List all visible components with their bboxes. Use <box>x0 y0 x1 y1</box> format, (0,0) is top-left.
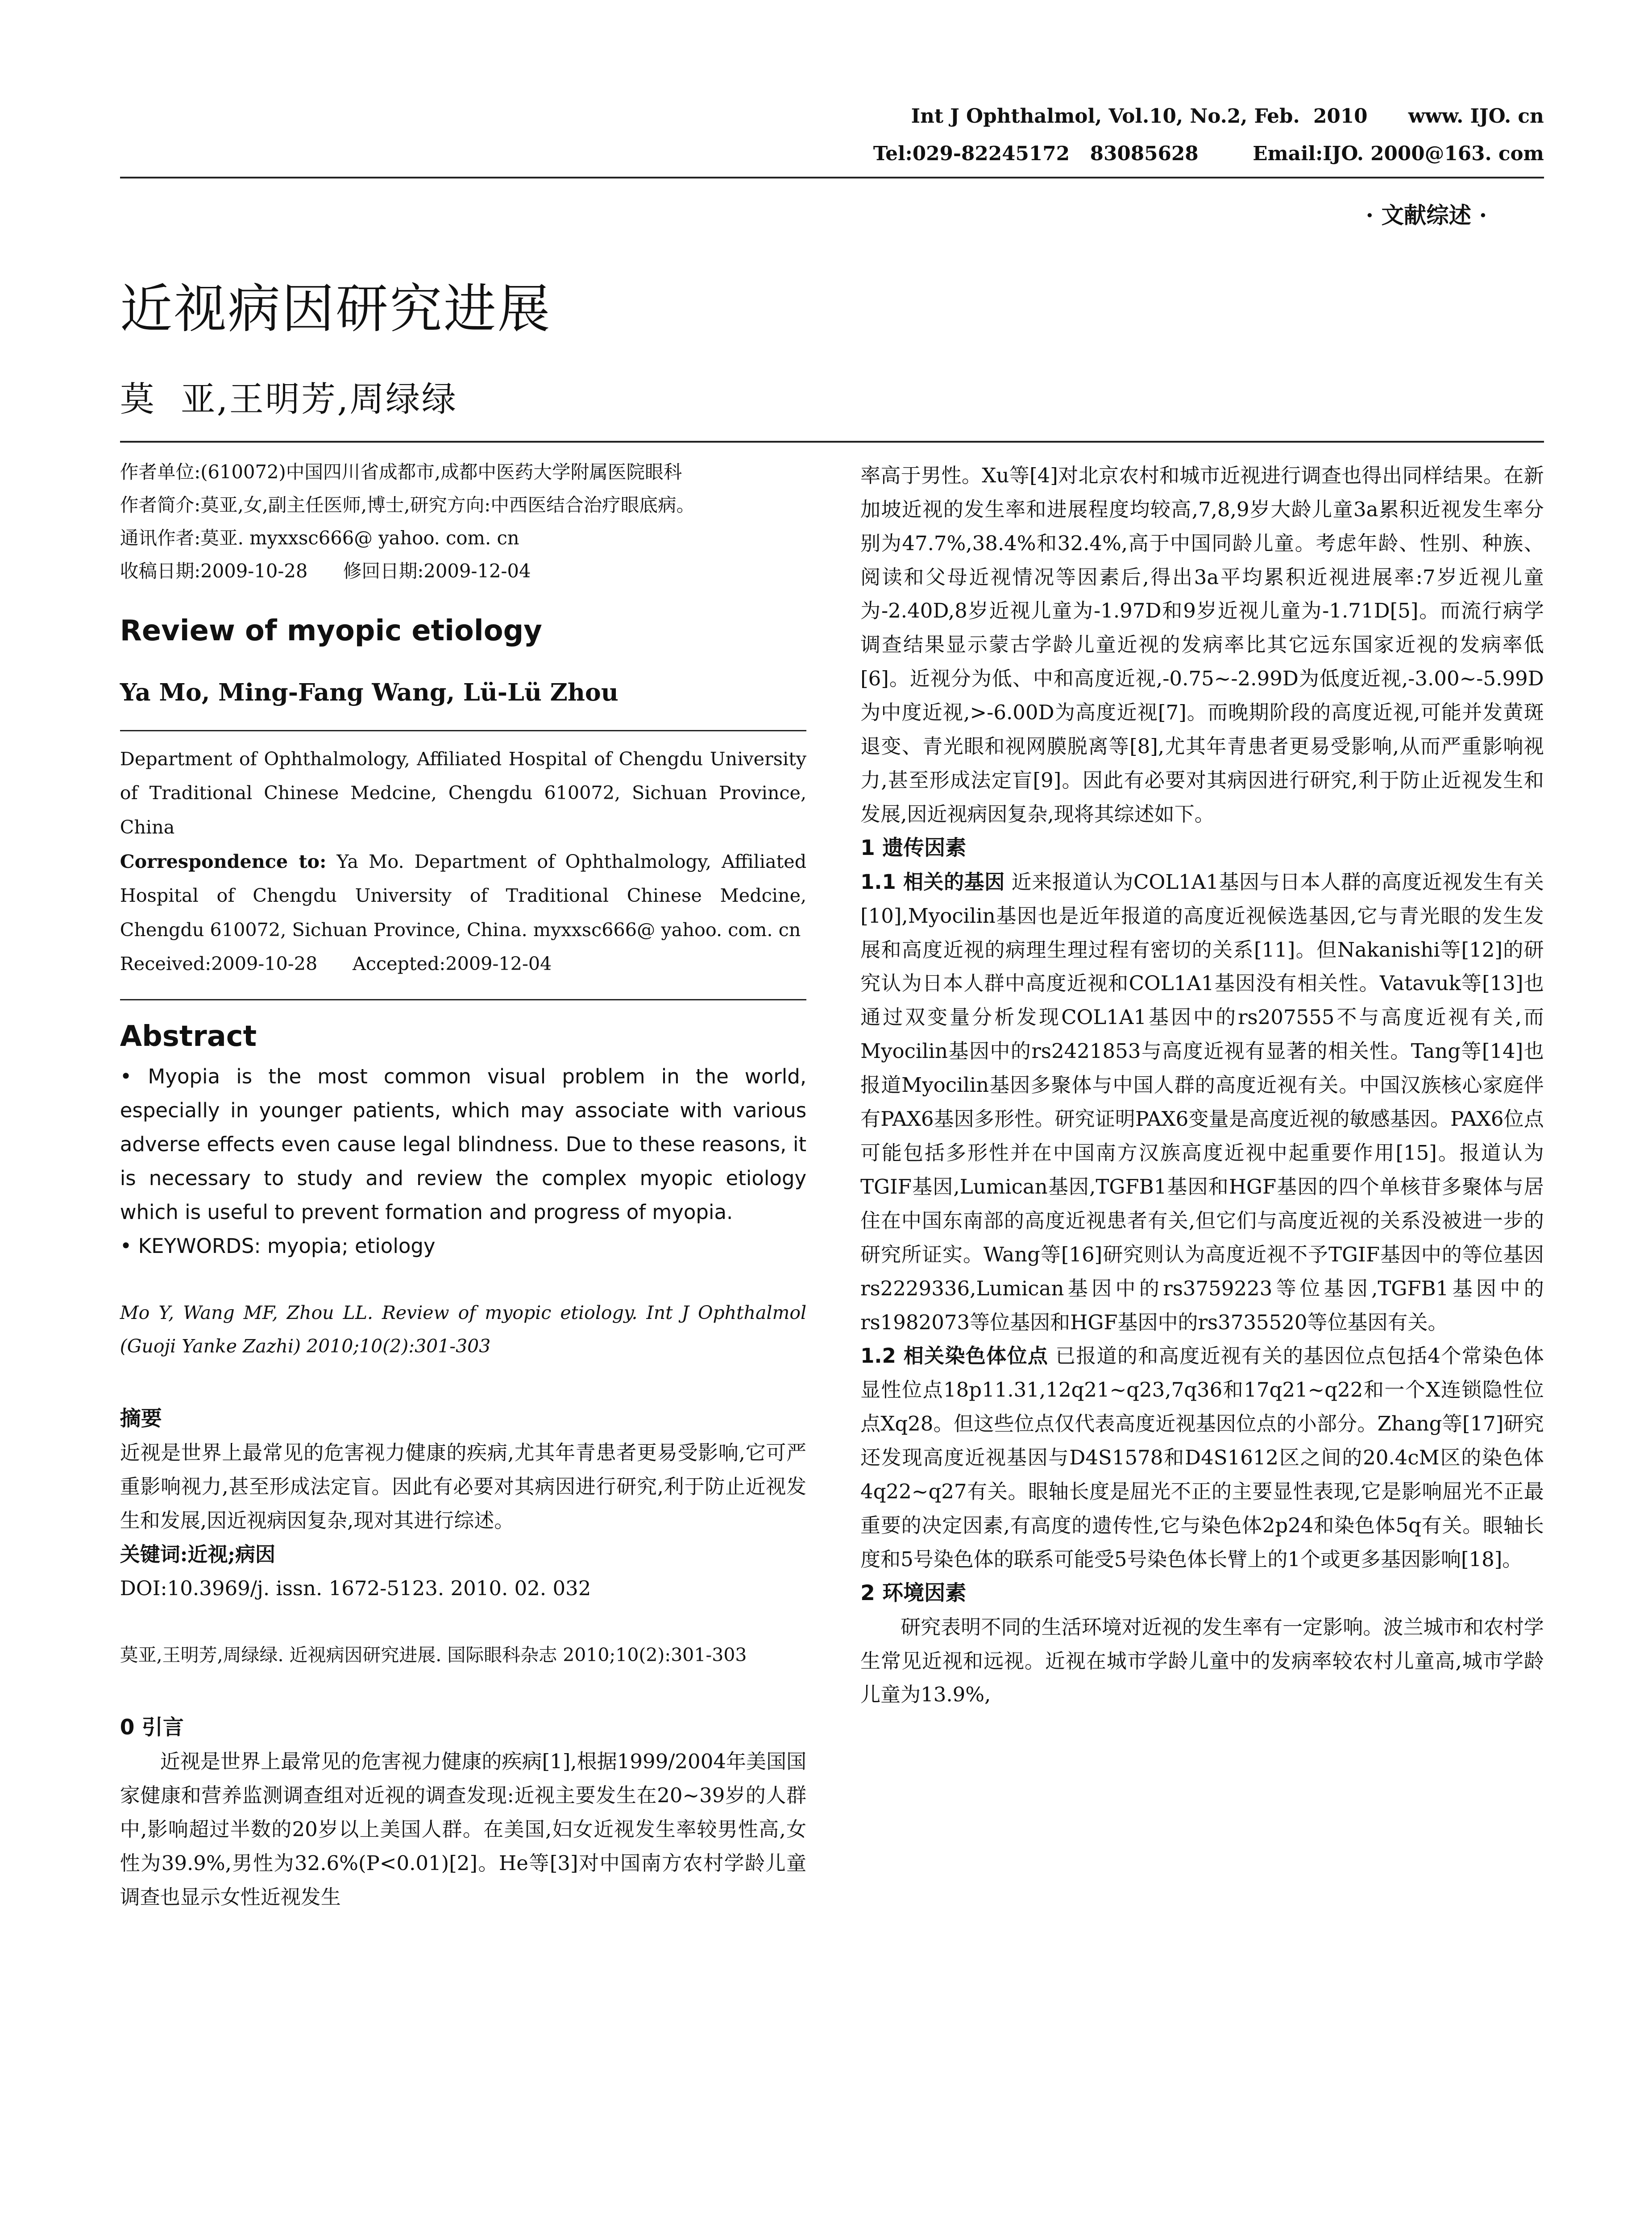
dates-line: 收稿日期:2009-10-28 修回日期:2009-12-04 <box>120 560 531 582</box>
received-line: Received:2009-10-28 Accepted:2009-12-04 <box>120 953 552 975</box>
citation-cn: 莫亚,王明芳,周绿绿. 近视病因研究进展. 国际眼科杂志 2010;10(2):301-303 <box>120 1644 747 1666</box>
abstract-cn: 近视是世界上最常见的危害视力健康的疾病,尤其年青患者更易受影响,它可严重影响视力,甚至形成法定盲。因此有必要对其病因进行研究,利于防止近视发生和发展,因近视病因复杂,现对其进行综述。 <box>120 1441 807 1533</box>
section-1-2-label: 1.2 相关染色体位点 <box>860 1344 1049 1368</box>
section-1-2-paragraph <box>860 1339 1544 1576</box>
affiliation-en <box>120 742 806 981</box>
affiliation-line: 作者单位:(610072)中国四川省成都市,成都中医药大学附属医院眼科 <box>120 461 682 483</box>
abstract-cn-heading: 摘要 <box>120 1406 162 1431</box>
keywords-en: • KEYWORDS: myopia; etiology <box>120 1234 436 1258</box>
section-0-paragraph: 近视是世界上最常见的危害视力健康的疾病[1],根据1999/2004年美国国家健康和营养监测调查组对近视的调查发现:近视主要发生在20~39岁的人群中,影响超过半数的20岁以上美国人群。在美国,妇女近视发生率较男性高,女性为39.9%,男性为32.6%(P<0.01)[2]。He等[3]对中国南方农村学龄儿童调查也显示女性近视发生 <box>120 1750 807 1909</box>
authors-en: Ya Mo, Ming-Fang Wang, Lü-Lü Zhou <box>120 678 618 706</box>
article-title-en: Review of myopic etiology <box>120 614 542 648</box>
correspondence-text: Ya Mo. Department of Ophthalmology, Affiliated Hospital of Chengdu University of Traditional Chinese Medcine, Chengdu 610072, Sichuan Province, China. myxxsc666@ yahoo. com. cn <box>120 850 807 941</box>
doi: DOI:10.3969/j. issn. 1672-5123. 2010. 02. 032 <box>120 1576 591 1600</box>
section-1-1-paragraph <box>860 865 1544 1339</box>
authors-cn: 莫 亚,王明芳,周绿绿 <box>120 379 458 420</box>
section-tag: · 文献综述 · <box>1366 202 1487 229</box>
author-info-cn <box>120 456 806 588</box>
article-title-cn: 近视病因研究进展 <box>120 278 552 340</box>
right-column <box>860 459 1544 1712</box>
abstract-en-text: • Myopia is the most common visual problem in the world, especially in younger patients, which may associate with various adverse effects even cause legal blindness. Due to these reasons, it is necessary to study and review the complex myopic etiology which is useful to prevent formation and progress of myopia. <box>120 1065 807 1224</box>
section-1-1-label: 1.1 相关的基因 <box>860 870 1005 894</box>
corresponding-author-line: 通讯作者:莫亚. myxxsc666@ yahoo. com. cn <box>120 527 519 549</box>
author-rule <box>120 730 806 733</box>
left-column <box>120 456 806 1914</box>
abstract-rule <box>120 999 806 1002</box>
abstract-heading: Abstract <box>120 1020 257 1053</box>
contact-header-line: Tel:029-82245172 83085628 Email:IJO. 2000@163. com <box>873 142 1544 166</box>
section-0-heading: 0 引言 <box>120 1715 184 1740</box>
abstract-en <box>120 1060 806 1263</box>
header-rule <box>120 177 1544 178</box>
correspondence-en <box>120 845 806 947</box>
section-1-2-text: 已报道的和高度近视有关的基因位点包括4个常染色体显性位点18p11.31,12q21~q23,7q36和17q21~q22和一个X连锁隐性位点Xq28。但这些位点仅代表高度近视基因位点的小部分。Zhang等[17]研究还发现高度近视基因与D4S1578和D4S1612区之间的20.4cM区的染色体4q22~q27有关。眼轴长度是屈光不正的主要显性表现,它是影响屈光不正最重要的决定因素,有高度的遗传性,它与染色体2p24和染色体5q有关。眼轴长度和5号染色体的联系可能受5号染色体长臂上的1个或更多基因影响[18]。 <box>860 1344 1544 1571</box>
title-rule <box>120 441 1544 443</box>
section-1-1-text: 近来报道认为COL1A1基因与日本人群的高度近视发生有关[10],Myocilin基因也是近年报道的高度近视候选基因,它与青光眼的发生发展和高度近视的病理生理过程有密切的关系[11]。但Nakanishi等[12]的研究认为日本人群中高度近视和COL1A1基因没有相关性。Vatavuk等[13]也通过双变量分析发现COL1A1基因中的rs207555不与高度近视有关,而Myocilin基因中的rs2421853与高度近视有显著的相关性。Tang等[14]也报道Myocilin基因多聚体与中国人群的高度近视有关。中国汉族核心家庭伴有PAX6基因多形性。研究证明PAX6变量是高度近视的敏感基因。PAX6位点可能包括多形性并在中国南方汉族高度近视中起重要作用[15]。报道认为TGIF基因,Lumican基因,TGFB1基因和HGF基因的四个单核苷多聚体与居住在中国东南部的高度近视患者有关,但它们与高度近视的关系没被进一步的研究所证实。Wang等[16]研究则认为高度近视不予TGIF基因中的等位基因rs2229336,Lumican基因中的rs3759223等位基因,TGFB1基因中的rs1982073等位基因和HGF基因中的rs3735520等位基因有关。 <box>860 870 1544 1334</box>
section-1-heading: 1 遗传因素 <box>860 835 967 860</box>
section-2-heading: 2 环境因素 <box>860 1580 967 1605</box>
affiliation-en-text: Department of Ophthalmology, Affiliated Hospital of Chengdu University of Traditional Chinese Medcine, Chengdu 610072, Sichuan Province, China <box>120 748 807 838</box>
citation-en: Mo Y, Wang MF, Zhou LL. Review of myopic etiology. Int J Ophthalmol (Guoji Yanke Zazhi) 2010;10(2):301-303 <box>120 1302 807 1357</box>
journal-header-line: Int J Ophthalmol, Vol.10, No.2, Feb. 2010 www. IJO. cn <box>911 105 1544 128</box>
section-2-paragraph: 研究表明不同的生活环境对近视的发生率有一定影响。波兰城市和农村学生常见近视和远视。近视在城市学龄儿童中的发病率较农村儿童高,城市学龄儿童为13.9%, <box>860 1615 1544 1707</box>
intro-continued-paragraph: 率高于男性。Xu等[4]对北京农村和城市近视进行调查也得出同样结果。在新加坡近视的发生率和进展程度均较高,7,8,9岁大龄儿童3a累积近视发生率分别为47.7%,38.4%和32.4%,高于中国同龄儿童。考虑年龄、性别、种族、阅读和父母近视情况等因素后,得出3a平均累积近视进展率:7岁近视儿童为-2.40D,8岁近视儿童为-1.97D和9岁近视儿童为-1.71D[5]。而流行病学调查结果显示蒙古学龄儿童近视的发病率比其它远东国家近视的发病率低[6]。近视分为低、中和高度近视,-0.75~-2.99D为低度近视,-3.00~-5.99D为中度近视,>-6.00D为高度近视[7]。而晚期阶段的高度近视,可能并发黄斑退变、青光眼和视网膜脱离等[8],尤其年青患者更易受影响,从而严重影响视力,甚至形成法定盲[9]。因此有必要对其病因进行研究,利于防止近视发生和发展,因近视病因复杂,现将其综述如下。 <box>860 463 1544 826</box>
correspondence-label: Correspondence to: <box>120 850 327 872</box>
author-bio-line: 作者简介:莫亚,女,副主任医师,博士,研究方向:中西医结合治疗眼底病。 <box>120 494 695 516</box>
keywords-cn: 关键词:近视;病因 <box>120 1542 275 1566</box>
